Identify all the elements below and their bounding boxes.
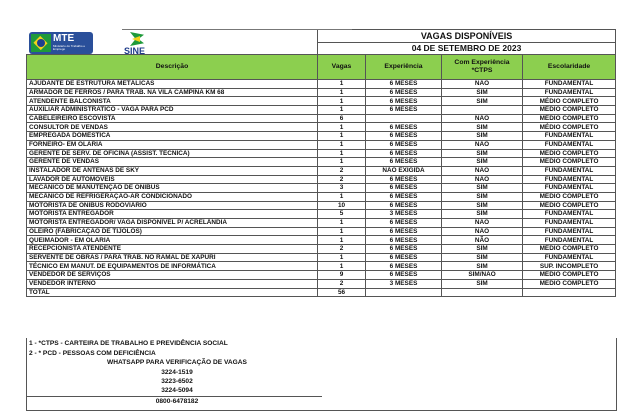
cell-ctps: SIM [442,279,523,288]
cell-ctps: SIM [442,245,523,254]
vacancies-table [26,29,616,297]
total-label: TOTAL [27,288,318,297]
cell-ctps: NÃO [442,227,523,236]
cell-ctps: SIM [442,201,523,210]
cell-vagas: 1 [318,80,366,89]
cell-experiencia: 6 MESES [366,262,442,271]
cell-descricao: LAVADOR DE AUTOMÓVEIS [27,175,318,184]
table-row [27,97,616,106]
cell-vagas: 6 [318,114,366,123]
table-row [27,253,616,262]
cell-vagas: 1 [318,132,366,141]
page-date: 04 DE SETEMBRO DE 2023 [318,43,616,55]
table-row [27,236,616,245]
table-row [27,106,616,115]
table-row [27,114,616,123]
cell-escolaridade: MÉDIO COMPLETO [523,158,616,167]
cell-experiencia: 6 MESES [366,175,442,184]
table-row [27,201,616,210]
cell-ctps: SIM [442,132,523,141]
cell-ctps: SIM [442,192,523,201]
phone-1: 3224-1519 [161,369,193,376]
cell-experiencia [366,114,442,123]
cell-experiencia: 6 MESES [366,227,442,236]
cell-descricao: VENDEDOR INTERNO [27,279,318,288]
cell-escolaridade: MÉDIO COMPLETO [523,97,616,106]
col-experiencia: Experiência [366,55,442,80]
brazil-flag-icon [31,34,51,52]
cell-experiencia: 6 MESES [366,201,442,210]
divider [27,396,322,397]
cell-vagas: 2 [318,166,366,175]
total-vagas: 56 [318,288,366,297]
col-descricao: Descrição [27,55,318,80]
cell-ctps: SIM/NÃO [442,271,523,280]
cell-ctps: SIM [442,149,523,158]
cell-ctps [442,106,523,115]
cell-ctps: SIM [442,88,523,97]
cell-escolaridade: FUNDAMENTAL [523,80,616,89]
cell-descricao: MOTORISTA ENTREGADOR/ VAGA DISPONÍVEL P/ ACRELÂNDIA [27,219,318,228]
cell-vagas: 1 [318,253,366,262]
table-row [27,227,616,236]
cell-vagas: 2 [318,175,366,184]
cell-escolaridade: FUNDAMENTAL [523,166,616,175]
cell-ctps: SIM [442,123,523,132]
cell-vagas: 1 [318,97,366,106]
cell-ctps: NÃO [442,236,523,245]
cell-escolaridade: FUNDAMENTAL [523,253,616,262]
note-ctps: 1 - *CTPS - CARTEIRA DE TRABALHO E PREVIDÊNCIA SOCIAL [29,340,228,347]
note-pcd: 2 - * PCD - PESSOAS COM DEFICIÊNCIA [29,350,156,357]
cell-escolaridade: MÉDIO COMPLETO [523,106,616,115]
table-row [27,262,616,271]
cell-escolaridade: FUNDAMENTAL [523,210,616,219]
cell-descricao: ARMADOR DE FERROS / PARA TRAB. NA VILA CAMPINA KM 68 [27,88,318,97]
cell-experiencia: 6 MESES [366,88,442,97]
cell-vagas: 1 [318,219,366,228]
cell-vagas: 1 [318,88,366,97]
cell-descricao: SERVENTE DE OBRAS / PARA TRAB. NO RAMAL DE XAPURI [27,253,318,262]
cell-descricao: EMPREGADA DOMÉSTICA [27,132,318,141]
cell-vagas: 1 [318,262,366,271]
logos [26,29,326,61]
cell-vagas: 9 [318,271,366,280]
cell-ctps: NÃO [442,166,523,175]
table-row [27,279,616,288]
cell-escolaridade: FUNDAMENTAL [523,184,616,193]
sine-logo: SINE [122,32,152,60]
cell-experiencia: 6 MESES [366,106,442,115]
cell-descricao: MOTORISTA ENTREGADOR [27,210,318,219]
cell-descricao: ATENDENTE BALCONISTA [27,97,318,106]
cell-descricao: CONSULTOR DE VENDAS [27,123,318,132]
table-row [27,184,616,193]
mte-logo: MTE Ministério do Trabalho e Emprego [29,32,93,54]
cell-experiencia: 6 MESES [366,149,442,158]
cell-escolaridade: FUNDAMENTAL [523,140,616,149]
cell-escolaridade: SUP. INCOMPLETO [523,262,616,271]
cell-vagas: 2 [318,245,366,254]
cell-ctps: NÃO [442,175,523,184]
cell-descricao: QUEIMADOR - EM OLARIA [27,236,318,245]
cell-experiencia: 6 MESES [366,158,442,167]
cell-experiencia: 6 MESES [366,132,442,141]
table-row [27,166,616,175]
cell-vagas: 3 [318,184,366,193]
table-row [27,149,616,158]
cell-escolaridade: FUNDAMENTAL [523,219,616,228]
cell-escolaridade: FUNDAMENTAL [523,175,616,184]
col-escolaridade: Escolaridade [523,55,616,80]
cell-escolaridade: FUNDAMENTAL [523,132,616,141]
col-vagas: Vagas [318,55,366,80]
total-row [27,288,616,297]
cell-escolaridade: MÉDIO COMPLETO [523,149,616,158]
cell-experiencia: 6 MESES [366,80,442,89]
cell-ctps: SIM [442,262,523,271]
cell-ctps: NÃO [442,114,523,123]
cell-vagas: 1 [318,158,366,167]
table-row [27,80,616,89]
cell-experiencia: NÃO EXIGIDA [366,166,442,175]
cell-vagas: 2 [318,279,366,288]
table-row [27,271,616,280]
cell-experiencia: 6 MESES [366,184,442,193]
cell-descricao: GERENTE DE VENDAS [27,158,318,167]
cell-vagas: 1 [318,123,366,132]
cell-vagas: 1 [318,236,366,245]
cell-descricao: GERENTE DE SERV. DE OFICINA (ASSIST. TÉCNICA) [27,149,318,158]
cell-descricao: TÉCNICO EM MANUT. DE EQUIPAMENTOS DE INFORMÁTICA [27,262,318,271]
cell-escolaridade: MÉDIO COMPLETO [523,271,616,280]
table-row [27,175,616,184]
table-row [27,158,616,167]
cell-descricao: AJUDANTE DE ESTRUTURA METÁLICAS [27,80,318,89]
cell-descricao: FORNEIRO- EM OLARIA [27,140,318,149]
cell-descricao: MECÂNICO DE REFRIGERAÇÃO-AR CONDICIONADO [27,192,318,201]
col-ctps: Com Experiência *CTPS [442,55,523,80]
cell-descricao: INSTALADOR DE ANTENAS DE SKY [27,166,318,175]
cell-experiencia: 6 MESES [366,140,442,149]
page-title: VAGAS DISPONÍVEIS [318,30,616,43]
table-row [27,210,616,219]
cell-vagas: 5 [318,210,366,219]
cell-descricao: CABELEIREIRO ESCOVISTA [27,114,318,123]
cell-ctps: NÃO [442,140,523,149]
cell-vagas: 1 [318,106,366,115]
phone-3: 3224-5094 [161,387,193,394]
cell-escolaridade: MÉDIO COMPLETO [523,192,616,201]
cell-descricao: OLEIRO (FABRICAÇÃO DE TIJOLOS) [27,227,318,236]
cell-escolaridade: MÉDIO COMPLETO [523,245,616,254]
cell-experiencia: 6 MESES [366,271,442,280]
cell-escolaridade: FUNDAMENTAL [523,88,616,97]
cell-ctps: SIM [442,253,523,262]
cell-ctps: SIM [442,97,523,106]
cell-experiencia: 6 MESES [366,236,442,245]
cell-ctps: SIM [442,158,523,167]
cell-escolaridade: FUNDAMENTAL [523,236,616,245]
cell-vagas: 1 [318,192,366,201]
cell-experiencia: 3 MESES [366,210,442,219]
toll-free-number: 0800-6478182 [155,398,199,405]
cell-escolaridade: MÉDIO COMPLETO [523,201,616,210]
cell-ctps: SIM [442,184,523,193]
cell-experiencia: 6 MESES [366,97,442,106]
whatsapp-title: WHATSAPP PARA VERIFICAÇÃO DE VAGAS [107,359,247,366]
cell-escolaridade: MÉDIO COMPLETO [523,279,616,288]
notes-section [26,338,617,411]
table-row [27,132,616,141]
table-row [27,140,616,149]
cell-descricao: MECÂNICO DE MANUTENÇÃO DE ÔNIBUS [27,184,318,193]
cell-vagas: 1 [318,149,366,158]
table-row [27,123,616,132]
table-body [27,80,616,289]
table-row [27,88,616,97]
cell-experiencia: 6 MESES [366,192,442,201]
cell-ctps: NÃO [442,80,523,89]
cell-escolaridade: MÉDIO COMPLETO [523,123,616,132]
cell-experiencia: 6 MESES [366,123,442,132]
cell-escolaridade: MÉDIO COMPLETO [523,114,616,123]
cell-ctps: NÃO [442,219,523,228]
table-row [27,245,616,254]
cell-escolaridade: FUNDAMENTAL [523,227,616,236]
cell-descricao: AUXILIAR ADMINISTRATICO - VAGA PARA PCD [27,106,318,115]
cell-descricao: MOTORISTA DE ÔNIBUS RODOVIÁRIO [27,201,318,210]
table-row [27,219,616,228]
cell-experiencia: 6 MESES [366,253,442,262]
cell-experiencia: 3 MESES [366,279,442,288]
cell-experiencia: 6 MESES [366,219,442,228]
cell-experiencia: 6 MESES [366,245,442,254]
table-row [27,192,616,201]
phone-2: 3223-6502 [161,378,193,385]
cell-descricao: VENDEDOR DE SERVIÇOS [27,271,318,280]
cell-vagas: 10 [318,201,366,210]
cell-vagas: 1 [318,227,366,236]
cell-vagas: 1 [318,140,366,149]
cell-ctps: SIM [442,210,523,219]
cell-descricao: RECEPCIONISTA ATENDENTE [27,245,318,254]
